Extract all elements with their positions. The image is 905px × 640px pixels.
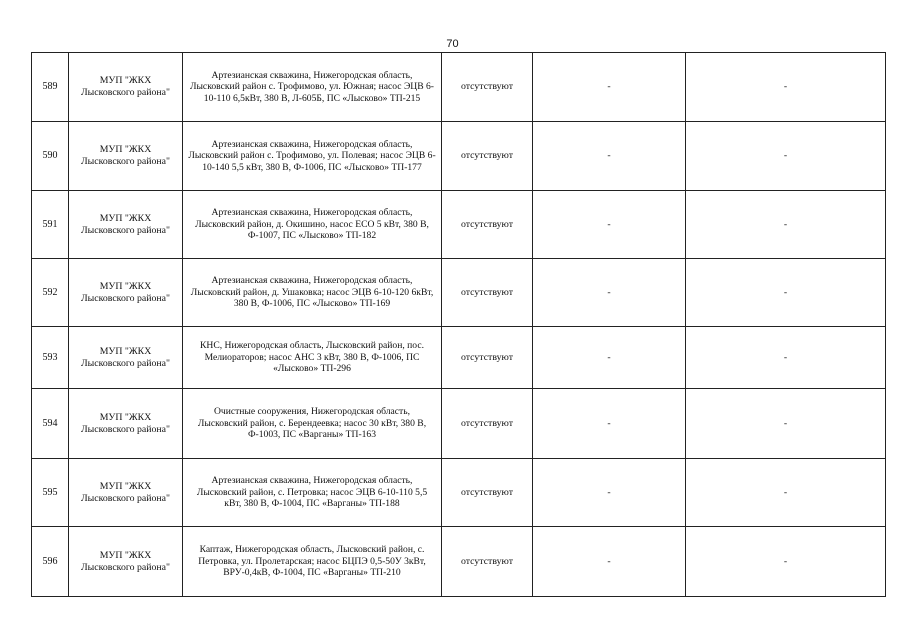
status-cell: отсутствуют bbox=[442, 122, 533, 191]
row-number: 594 bbox=[32, 389, 69, 459]
status-cell: отсутствуют bbox=[442, 259, 533, 327]
object-description-cell: Артезианская скважина, Нижегородская область, Лысковский район с. Трофимово, ул. Южная; насос ЭЦВ 6-10-110 6,5кВт, 380 В, Л-605Б, ПС «Лысково» ТП-215 bbox=[183, 53, 442, 122]
status-cell: отсутствуют bbox=[442, 527, 533, 597]
row-number: 595 bbox=[32, 459, 69, 527]
table-row bbox=[32, 191, 886, 259]
row-number: 590 bbox=[32, 122, 69, 191]
organization-cell: МУП "ЖКХ Лысковского района" bbox=[69, 459, 183, 527]
empty-value-cell: - bbox=[533, 122, 686, 191]
row-number: 593 bbox=[32, 327, 69, 389]
table-row bbox=[32, 122, 886, 191]
organization-cell: МУП "ЖКХ Лысковского района" bbox=[69, 527, 183, 597]
object-description-cell: Артезианская скважина, Нижегородская область, Лысковский район, д. Окишино, насос ЕСО 5 кВт, 380 В, Ф-1007, ПС «Лысково» ТП-182 bbox=[183, 191, 442, 259]
row-number: 591 bbox=[32, 191, 69, 259]
table-row bbox=[32, 327, 886, 389]
object-description-cell: Каптаж, Нижегородская область, Лысковский район, с. Петровка, ул. Пролетарская; насос БЦПЭ 0,5-50У 3кВт, ВРУ-0,4кВ, Ф-1004, ПС «Варганы» ТП-210 bbox=[183, 527, 442, 597]
table-row bbox=[32, 53, 886, 122]
empty-value-cell: - bbox=[686, 527, 886, 597]
row-number: 596 bbox=[32, 527, 69, 597]
organization-cell: МУП "ЖКХ Лысковского района" bbox=[69, 389, 183, 459]
empty-value-cell: - bbox=[533, 53, 686, 122]
empty-value-cell: - bbox=[686, 259, 886, 327]
organization-cell: МУП "ЖКХ Лысковского района" bbox=[69, 53, 183, 122]
registry-table bbox=[31, 52, 886, 597]
status-cell: отсутствуют bbox=[442, 191, 533, 259]
empty-value-cell: - bbox=[686, 459, 886, 527]
object-description-cell: Очистные сооружения, Нижегородская область, Лысковский район, с. Берендеевка; насос 30 кВт, 380 В, Ф-1003, ПС «Варганы» ТП-163 bbox=[183, 389, 442, 459]
page-number: 70 bbox=[446, 38, 459, 50]
status-cell: отсутствуют bbox=[442, 53, 533, 122]
empty-value-cell: - bbox=[533, 527, 686, 597]
empty-value-cell: - bbox=[533, 327, 686, 389]
empty-value-cell: - bbox=[686, 191, 886, 259]
organization-cell: МУП "ЖКХ Лысковского района" bbox=[69, 122, 183, 191]
empty-value-cell: - bbox=[533, 389, 686, 459]
organization-cell: МУП "ЖКХ Лысковского района" bbox=[69, 191, 183, 259]
table-row bbox=[32, 389, 886, 459]
row-number: 589 bbox=[32, 53, 69, 122]
table-row bbox=[32, 459, 886, 527]
empty-value-cell: - bbox=[533, 191, 686, 259]
table-row bbox=[32, 259, 886, 327]
object-description-cell: Артезианская скважина, Нижегородская область, Лысковский район, с. Петровка; насос ЭЦВ 6-10-110 5,5 кВт, 380 В, Ф-1004, ПС «Варганы» ТП-188 bbox=[183, 459, 442, 527]
table-row bbox=[32, 527, 886, 597]
empty-value-cell: - bbox=[686, 327, 886, 389]
empty-value-cell: - bbox=[686, 53, 886, 122]
empty-value-cell: - bbox=[686, 122, 886, 191]
object-description-cell: КНС, Нижегородская область, Лысковский район, пос. Мелиораторов; насос АНС 3 кВт, 380 В, Ф-1006, ПС «Лысково» ТП-296 bbox=[183, 327, 442, 389]
status-cell: отсутствуют bbox=[442, 459, 533, 527]
status-cell: отсутствуют bbox=[442, 327, 533, 389]
object-description-cell: Артезианская скважина, Нижегородская область, Лысковский район с. Трофимово, ул. Полевая; насос ЭЦВ 6-10-140 5,5 кВт, 380 В, Ф-1006, ПС «Лысково» ТП-177 bbox=[183, 122, 442, 191]
empty-value-cell: - bbox=[533, 459, 686, 527]
organization-cell: МУП "ЖКХ Лысковского района" bbox=[69, 259, 183, 327]
empty-value-cell: - bbox=[533, 259, 686, 327]
organization-cell: МУП "ЖКХ Лысковского района" bbox=[69, 327, 183, 389]
object-description-cell: Артезианская скважина, Нижегородская область, Лысковский район, д. Ушаковка; насос ЭЦВ 6-10-120 6кВт, 380 В, Ф-1006, ПС «Лысково» ТП-169 bbox=[183, 259, 442, 327]
row-number: 592 bbox=[32, 259, 69, 327]
status-cell: отсутствуют bbox=[442, 389, 533, 459]
empty-value-cell: - bbox=[686, 389, 886, 459]
